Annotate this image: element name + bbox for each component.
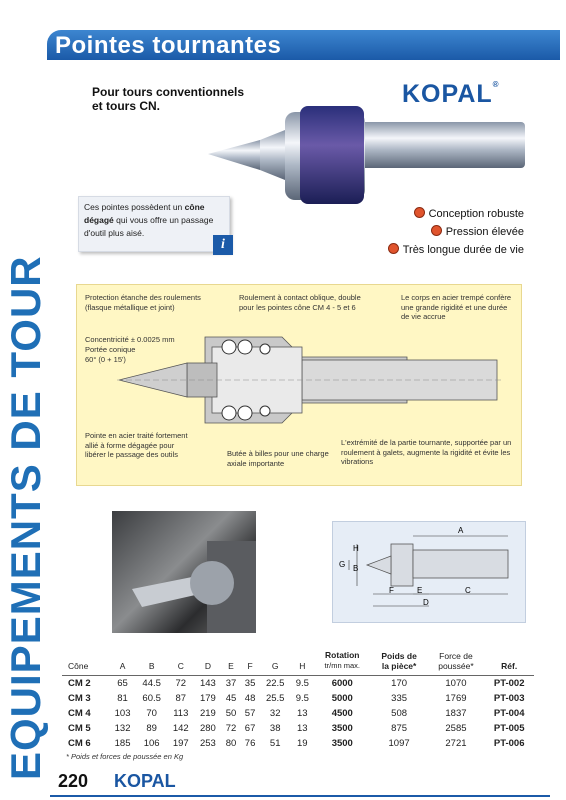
table-cell: 87 — [175, 693, 187, 704]
label-body: Le corps en acier trempé confère une grande rigidité et une durée de vie accrue — [401, 293, 512, 321]
page-number: 220 — [58, 771, 89, 791]
table-row — [62, 676, 534, 692]
table-cell: 132 — [114, 723, 131, 734]
table-cell: PT-006 — [493, 738, 525, 749]
feature-item: Conception robuste — [414, 207, 524, 220]
label-cone: Portée conique — [85, 345, 136, 354]
dimension-drawing — [332, 521, 526, 623]
page-title: Pointes tournantes — [55, 32, 282, 59]
table-row — [62, 691, 534, 706]
dim-g: G — [339, 560, 346, 569]
table-cell: PT-004 — [493, 708, 525, 719]
col-c: C — [177, 661, 184, 671]
table-cell: 22.5 — [265, 678, 285, 689]
col-force: Force de poussée* — [438, 651, 474, 671]
table-cell: 103 — [114, 708, 131, 719]
table-cell: 38 — [269, 723, 281, 734]
info-box — [78, 196, 230, 252]
machining-photo — [112, 511, 256, 633]
label-angle: 60° (0 + 15') — [85, 355, 126, 364]
table-cell: 32 — [269, 708, 281, 719]
table-cell: PT-002 — [493, 678, 525, 689]
bullet-icon — [388, 243, 399, 254]
table-cell: 89 — [146, 723, 157, 734]
table-cell: 37 — [225, 678, 237, 689]
feature-item: Très longue durée de vie — [388, 243, 524, 256]
table-cell: 335 — [391, 693, 408, 704]
label-tip: Pointe en acier traité fortement allié à forme dégagée pour libérer le passage des outils — [85, 431, 188, 459]
table-cell: 19 — [297, 738, 308, 749]
table-cell: 179 — [199, 693, 216, 704]
table-cell: 170 — [391, 678, 408, 689]
spec-table — [62, 650, 534, 751]
table-cell: 76 — [244, 738, 256, 749]
label-seal: Protection étanche des roulements (flasque métallique et joint) — [85, 293, 201, 312]
table-cell: 80 — [225, 738, 237, 749]
table-cell: 13 — [297, 723, 308, 734]
table-cell: 143 — [199, 678, 216, 689]
table-row — [62, 721, 534, 736]
table-cell: 25.5 — [265, 693, 285, 704]
table-cell: 65 — [117, 678, 128, 689]
table-cell: CM 3 — [68, 693, 91, 704]
table-cell: 72 — [175, 678, 187, 689]
col-weight: Poids de la pièce* — [381, 651, 417, 671]
sidebar — [0, 0, 49, 800]
table-cell: 6000 — [331, 678, 353, 689]
table-cell: 57 — [244, 708, 256, 719]
page-header — [47, 30, 560, 60]
label-bearing: Roulement à contact oblique, double pour les pointes cône CM 4 - 5 et 6 — [239, 293, 361, 312]
dim-b: B — [353, 564, 359, 573]
table-cell: 253 — [199, 738, 216, 749]
table-cell: 72 — [225, 723, 237, 734]
feature-item: Pression élevée — [431, 225, 524, 238]
table-cell: 1070 — [445, 678, 467, 689]
spec-table-body — [62, 676, 534, 752]
dim-c: C — [465, 586, 471, 595]
table-cell: 280 — [199, 723, 216, 734]
table-cell: 4500 — [331, 708, 353, 719]
table-cell: 60.5 — [142, 693, 161, 704]
product-image — [200, 100, 532, 212]
table-cell: 508 — [391, 708, 408, 719]
table-cell: CM 2 — [68, 678, 91, 689]
table-cell: 48 — [244, 693, 256, 704]
col-b: B — [148, 661, 155, 671]
table-cell: 45 — [225, 693, 237, 704]
table-cell: 875 — [391, 723, 408, 734]
footer-brand: KOPAL — [114, 771, 176, 791]
brand-name: KOPAL — [402, 80, 493, 108]
table-row — [62, 736, 534, 751]
table-cell: CM 4 — [68, 708, 91, 719]
table-cell: 9.5 — [295, 678, 309, 689]
table-cell: 44.5 — [142, 678, 161, 689]
table-cell: 142 — [172, 723, 189, 734]
dim-d: D — [423, 598, 429, 607]
table-cell: 2585 — [445, 723, 467, 734]
dim-h: H — [353, 544, 359, 553]
col-f: F — [247, 661, 253, 671]
info-text: Ces pointes possèdent un cône dégagé qui vous offre un passage d'outil plus aisé. — [84, 202, 214, 238]
table-cell: 1769 — [445, 693, 467, 704]
bullet-icon — [431, 225, 442, 236]
col-rotation: Rotation tr/mn max. — [324, 650, 360, 670]
label-end: L'extrémité de la partie tournante, supportée par un roulement à galets, augmente la rigidité et évite les vibrations — [341, 438, 512, 466]
dim-f: F — [389, 586, 394, 595]
table-cell: 5000 — [331, 693, 353, 704]
photo-drawing — [112, 511, 256, 633]
category-title: EQUIPEMENTS DE TOUR — [2, 255, 49, 780]
table-cell: PT-005 — [493, 723, 525, 734]
table-cell: 67 — [244, 723, 256, 734]
table-cell: 1837 — [445, 708, 467, 719]
table-cell: 2721 — [445, 738, 467, 749]
footnote: * Poids et forces de poussée en Kg — [66, 752, 184, 761]
bullet-icon — [414, 207, 425, 218]
table-cell: 106 — [143, 738, 160, 749]
intro-line-1: Pour tours conventionnels — [92, 85, 245, 99]
table-cell: 113 — [173, 708, 189, 719]
table-row — [62, 706, 534, 721]
brand-logo: KOPAL® — [402, 80, 500, 108]
col-a: A — [119, 661, 126, 671]
table-cell: 70 — [146, 708, 157, 719]
label-thrust: Butée à billes pour une charge axiale importante — [227, 449, 329, 468]
table-cell: 81 — [117, 693, 128, 704]
col-g: G — [271, 661, 279, 671]
info-icon: i — [213, 235, 233, 255]
intro-line-2: et tours CN. — [92, 99, 161, 113]
label-concentricity: Concentricité ± 0.0025 mm — [85, 335, 175, 344]
table-cell: 9.5 — [295, 693, 309, 704]
cutaway-diagram — [76, 284, 522, 486]
table-cell: 3500 — [331, 723, 353, 734]
dim-a: A — [458, 526, 464, 535]
table-cell: 1097 — [388, 738, 410, 749]
table-cell: 13 — [297, 708, 308, 719]
table-header-row — [62, 650, 534, 676]
footer-rule — [50, 795, 550, 797]
col-e: E — [228, 661, 234, 671]
table-cell: 185 — [114, 738, 131, 749]
table-cell: 197 — [172, 738, 189, 749]
table-cell: 51 — [269, 738, 281, 749]
table-cell: 219 — [199, 708, 216, 719]
dimension-lines — [333, 522, 525, 622]
table-cell: 3500 — [331, 738, 353, 749]
col-h: H — [299, 661, 306, 671]
col-ref: Réf. — [501, 661, 518, 671]
table-cell: 35 — [244, 678, 256, 689]
col-d: D — [204, 661, 211, 671]
dim-e: E — [417, 586, 423, 595]
table-cell: CM 6 — [68, 738, 91, 749]
table-cell: PT-003 — [493, 693, 525, 704]
col-cone: Cône — [68, 661, 89, 671]
table-cell: 50 — [225, 708, 237, 719]
table-cell: CM 5 — [68, 723, 91, 734]
